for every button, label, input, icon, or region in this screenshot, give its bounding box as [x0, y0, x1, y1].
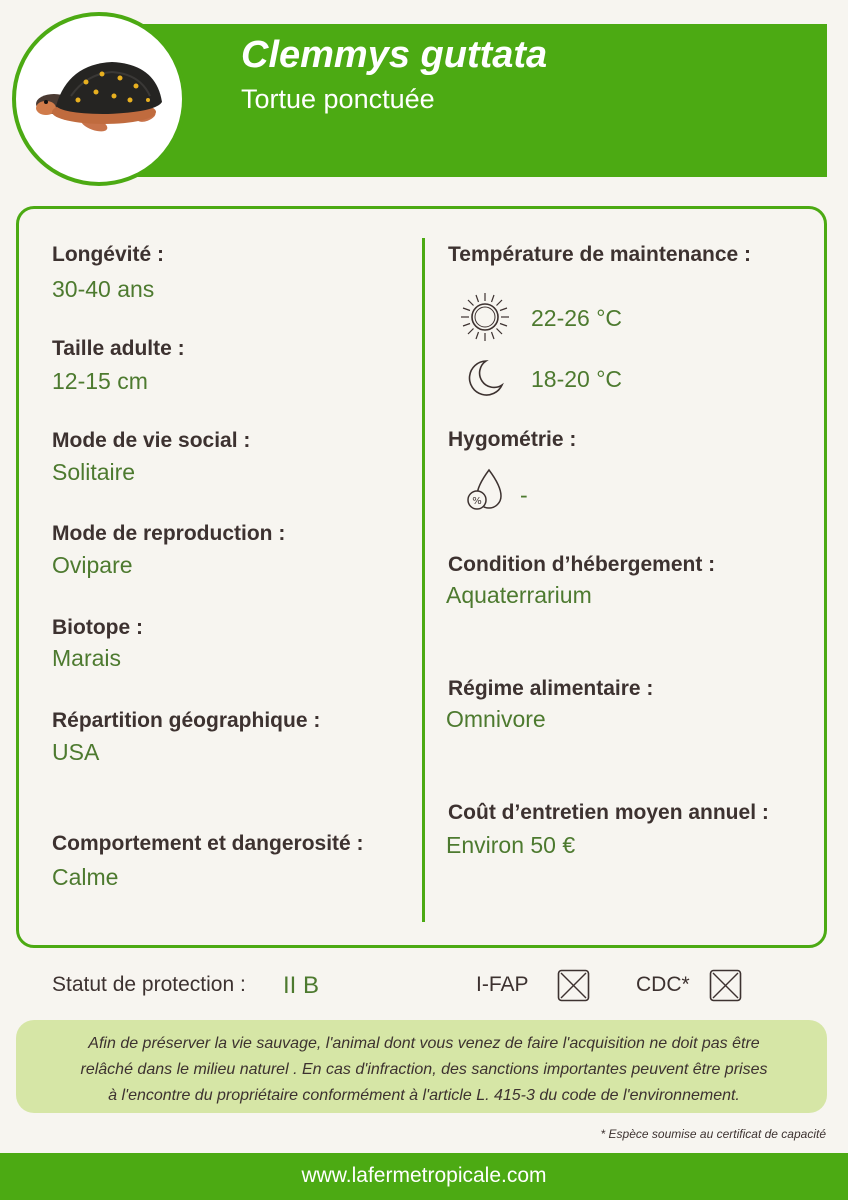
common-name: Tortue ponctuée — [241, 84, 435, 114]
notice-line: relâché dans le milieu naturel . En cas d'infraction, des sanctions importantes peuvent être prises — [80, 1061, 768, 1078]
social-label: Mode de vie social : — [52, 429, 251, 452]
humidity-drop-icon — [463, 466, 505, 514]
humidity-label: Hygométrie : — [448, 428, 577, 451]
biotope-label: Biotope : — [52, 616, 143, 639]
longevity-value: 30-40 ans — [52, 276, 155, 302]
cost-value: Environ 50 € — [446, 832, 576, 858]
temperature-day-value: 22-26 °C — [531, 305, 623, 331]
behavior-label: Comportement et dangerosité : — [52, 832, 364, 855]
range-value: USA — [52, 739, 100, 765]
moon-icon — [466, 359, 506, 397]
notice-text — [40, 1031, 808, 1109]
size-value: 12-15 cm — [52, 368, 148, 394]
range-label: Répartition géographique : — [52, 709, 321, 732]
diet-label: Régime alimentaire : — [448, 677, 654, 700]
behavior-value: Calme — [52, 864, 119, 890]
social-value: Solitaire — [52, 459, 136, 485]
longevity-label: Longévité : — [52, 243, 165, 266]
sun-icon — [459, 291, 511, 343]
temperature-label: Température de maintenance : — [448, 243, 752, 266]
turtle-illustration — [16, 16, 182, 182]
reproduction-value: Ovipare — [52, 552, 133, 578]
turtle-photo — [12, 12, 186, 186]
biotope-value: Marais — [52, 645, 122, 671]
cdc-checkbox-checked-icon — [709, 969, 742, 1002]
footnote: * Espèce soumise au certificat de capacité — [600, 1127, 826, 1141]
housing-value: Aquaterrarium — [446, 582, 592, 608]
size-label: Taille adulte : — [52, 337, 185, 360]
cdc-label: CDC* — [636, 973, 690, 996]
protection-status-value: II B — [283, 972, 320, 999]
humidity-value: - — [520, 482, 528, 508]
housing-label: Condition d’hébergement : — [448, 553, 716, 576]
cost-label: Coût d’entretien moyen annuel : — [448, 801, 769, 824]
svg-text:%: % — [472, 496, 482, 507]
protection-status-label: Statut de protection : — [52, 973, 246, 996]
ifap-label: I-FAP — [476, 973, 529, 996]
column-divider — [422, 238, 425, 922]
temperature-night-value: 18-20 °C — [531, 366, 623, 392]
notice-line: à l'encontre du propriétaire conformément à l'article L. 415-3 du code de l'environnement. — [108, 1087, 740, 1104]
ifap-checkbox-checked-icon — [557, 969, 590, 1002]
notice-line: Afin de préserver la vie sauvage, l'animal dont vous venez de faire l'acquisition ne doit pas être — [88, 1035, 760, 1052]
scientific-name: Clemmys guttata — [241, 34, 548, 76]
reproduction-label: Mode de reproduction : — [52, 522, 286, 545]
website-link[interactable]: www.lafermetropicale.com — [301, 1164, 547, 1187]
diet-value: Omnivore — [446, 706, 546, 732]
